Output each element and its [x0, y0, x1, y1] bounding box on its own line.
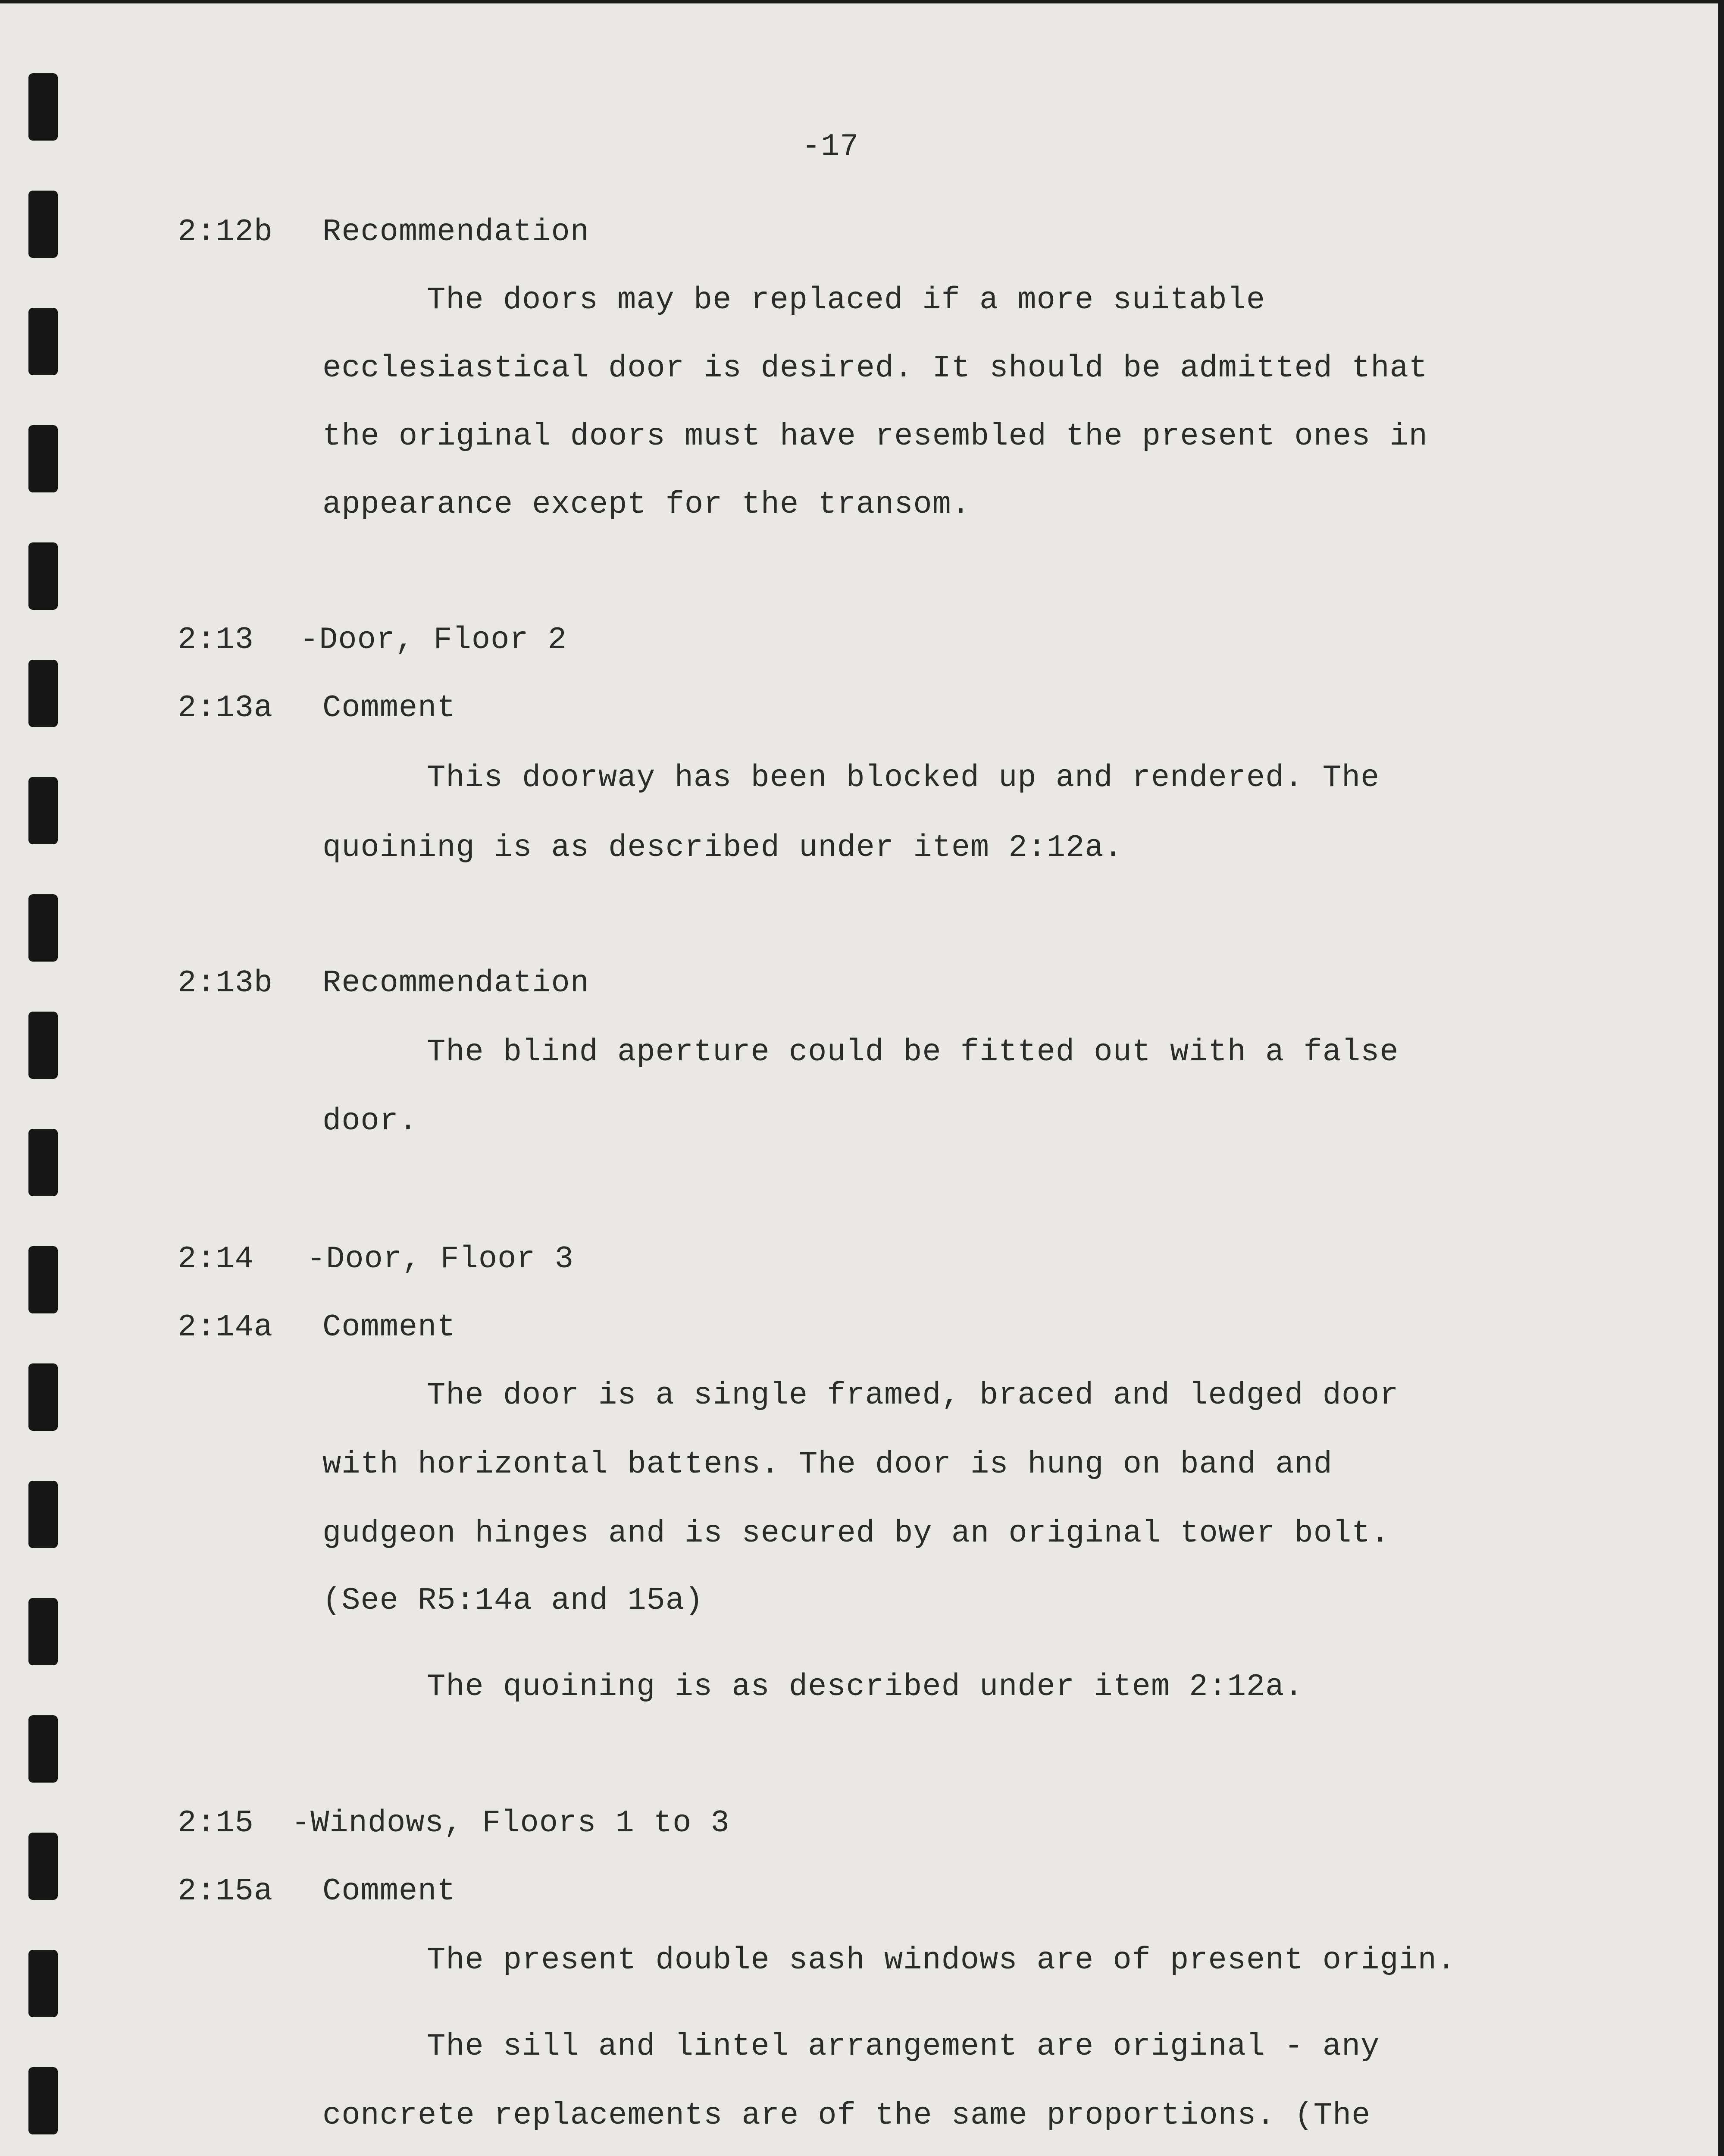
- page-number: -17: [802, 129, 859, 164]
- section-heading: Comment: [322, 1874, 456, 1909]
- binder-hole: [28, 777, 58, 844]
- paragraph-line: appearance except for the transom.: [322, 487, 971, 522]
- document-page: [0, 3, 1718, 2156]
- binder-hole: [28, 1715, 58, 1783]
- paragraph-line: The present double sash windows are of present origin.: [427, 1943, 1456, 1978]
- paragraph-line: quoining is as described under item 2:12a.: [322, 830, 1123, 865]
- binder-hole: [28, 191, 58, 258]
- section-number: 2:14a: [178, 1310, 273, 1345]
- binder-hole: [28, 1129, 58, 1196]
- section-heading: Comment: [322, 1310, 456, 1345]
- binder-hole: [28, 1950, 58, 2017]
- section-number: 2:15: [178, 1805, 254, 1841]
- binder-hole: [28, 1598, 58, 1665]
- paragraph-line: The door is a single framed, braced and ledged door: [427, 1378, 1399, 1413]
- binder-hole: [28, 1363, 58, 1431]
- paragraph-line: (See R5:14a and 15a): [322, 1583, 704, 1618]
- binder-hole: [28, 1012, 58, 1079]
- section-heading: -Windows, Floors 1 to 3: [291, 1805, 730, 1841]
- section-number: 2:12b: [178, 214, 273, 250]
- paragraph-line: concrete replacements are of the same proportions. (The: [322, 2098, 1371, 2133]
- binder-hole: [28, 308, 58, 375]
- paragraph-line: gudgeon hinges and is secured by an original tower bolt.: [322, 1516, 1390, 1551]
- section-number: 2:15a: [178, 1874, 273, 1909]
- section-number: 2:14: [178, 1241, 254, 1277]
- binder-hole: [28, 542, 58, 610]
- paragraph-line: door.: [322, 1103, 418, 1139]
- binder-hole: [28, 1481, 58, 1548]
- section-heading: Recommendation: [322, 214, 589, 250]
- section-heading: -Door, Floor 2: [300, 622, 567, 658]
- binder-hole: [28, 73, 58, 141]
- binder-hole: [28, 2067, 58, 2134]
- binder-hole: [28, 1246, 58, 1313]
- section-number: 2:13a: [178, 690, 273, 726]
- binder-hole: [28, 1833, 58, 1900]
- paragraph-line: ecclesiastical door is desired. It should be admitted that: [322, 351, 1428, 386]
- binder-hole: [28, 660, 58, 727]
- paragraph-line: The sill and lintel arrangement are original - any: [427, 2029, 1380, 2064]
- section-heading: Comment: [322, 690, 456, 726]
- paragraph-line: the original doors must have resembled the present ones in: [322, 419, 1428, 454]
- section-heading: Recommendation: [322, 965, 589, 1001]
- paragraph-line: The blind aperture could be fitted out with a false: [427, 1034, 1399, 1070]
- binder-hole: [28, 425, 58, 492]
- binder-hole: [28, 894, 58, 962]
- paragraph-line: with horizontal battens. The door is hung on band and: [322, 1447, 1333, 1482]
- section-number: 2:13: [178, 622, 254, 658]
- section-heading: -Door, Floor 3: [307, 1241, 574, 1277]
- paragraph-line: The doors may be replaced if a more suitable: [427, 282, 1266, 318]
- section-number: 2:13b: [178, 965, 273, 1001]
- paragraph-line: The quoining is as described under item 2:12a.: [427, 1669, 1304, 1705]
- paragraph-line: This doorway has been blocked up and rendered. The: [427, 760, 1380, 796]
